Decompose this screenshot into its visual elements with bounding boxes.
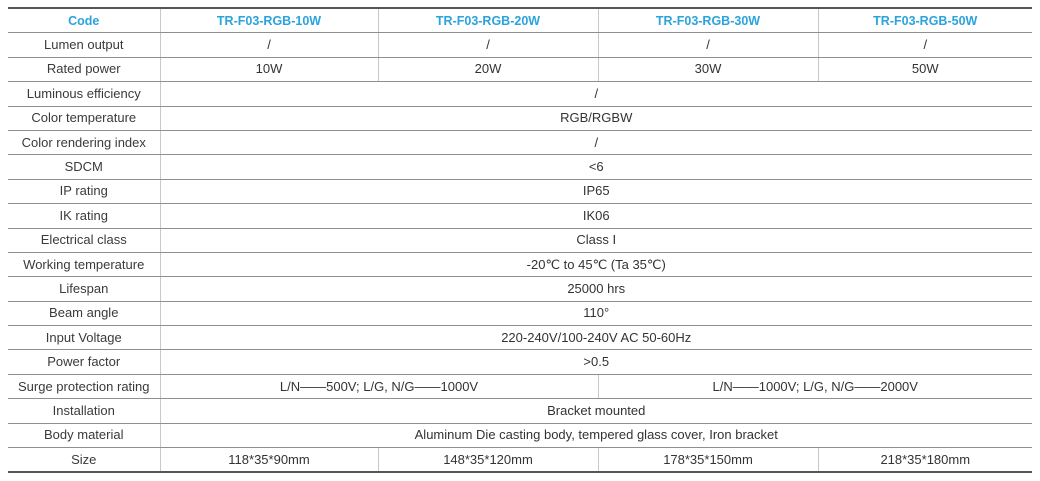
cell-value: Aluminum Die casting body, tempered glass cover, Iron bracket [160,423,1032,447]
row-label: Power factor [8,350,160,374]
row-lifespan [8,277,1032,301]
row-label: IK rating [8,204,160,228]
row-ik-rating [8,204,1032,228]
row-surge-protection [8,374,1032,398]
row-working-temperature [8,252,1032,276]
cell-value: 10W [160,57,378,81]
row-label: Lifespan [8,277,160,301]
row-label: IP rating [8,179,160,203]
cell-value: 178*35*150mm [598,448,818,473]
row-luminous-efficiency [8,82,1032,106]
row-lumen-output [8,33,1032,57]
row-label: Beam angle [8,301,160,325]
row-label: SDCM [8,155,160,179]
cell-value: Bracket mounted [160,399,1032,423]
row-label: Body material [8,423,160,447]
row-label: Color rendering index [8,130,160,154]
row-size [8,448,1032,473]
cell-value: <6 [160,155,1032,179]
cell-value: IP65 [160,179,1032,203]
row-label: Installation [8,399,160,423]
cell-value: -20℃ to 45℃ (Ta 35℃) [160,252,1032,276]
row-color-rendering-index [8,130,1032,154]
header-row [8,8,1032,33]
header-model-20w: TR-F03-RGB-20W [378,8,598,33]
cell-value: L/N——1000V; L/G, N/G——2000V [598,374,1032,398]
cell-value: 20W [378,57,598,81]
cell-value: / [160,33,378,57]
row-color-temperature [8,106,1032,130]
row-ip-rating [8,179,1032,203]
row-label: Working temperature [8,252,160,276]
cell-value: >0.5 [160,350,1032,374]
spec-table [8,7,1032,473]
cell-value: 218*35*180mm [818,448,1032,473]
cell-value: 110° [160,301,1032,325]
cell-value: 118*35*90mm [160,448,378,473]
cell-value: Class I [160,228,1032,252]
cell-value: 148*35*120mm [378,448,598,473]
cell-value: / [598,33,818,57]
header-model-50w: TR-F03-RGB-50W [818,8,1032,33]
header-code-label: Code [8,8,160,33]
row-electrical-class [8,228,1032,252]
row-label: Rated power [8,57,160,81]
header-model-30w: TR-F03-RGB-30W [598,8,818,33]
cell-value: L/N——500V; L/G, N/G——1000V [160,374,598,398]
cell-value: 220-240V/100-240V AC 50-60Hz [160,326,1032,350]
cell-value: / [160,82,1032,106]
row-power-factor [8,350,1032,374]
row-installation [8,399,1032,423]
cell-value: / [378,33,598,57]
cell-value: 25000 hrs [160,277,1032,301]
row-label: Size [8,448,160,473]
row-input-voltage [8,326,1032,350]
row-label: Color temperature [8,106,160,130]
row-label: Surge protection rating [8,374,160,398]
row-sdcm [8,155,1032,179]
row-label: Electrical class [8,228,160,252]
cell-value: IK06 [160,204,1032,228]
cell-value: 50W [818,57,1032,81]
row-body-material [8,423,1032,447]
row-rated-power [8,57,1032,81]
row-beam-angle [8,301,1032,325]
cell-value: 30W [598,57,818,81]
row-label: Luminous efficiency [8,82,160,106]
cell-value: / [818,33,1032,57]
row-label: Input Voltage [8,326,160,350]
row-label: Lumen output [8,33,160,57]
cell-value: / [160,130,1032,154]
header-model-10w: TR-F03-RGB-10W [160,8,378,33]
cell-value: RGB/RGBW [160,106,1032,130]
